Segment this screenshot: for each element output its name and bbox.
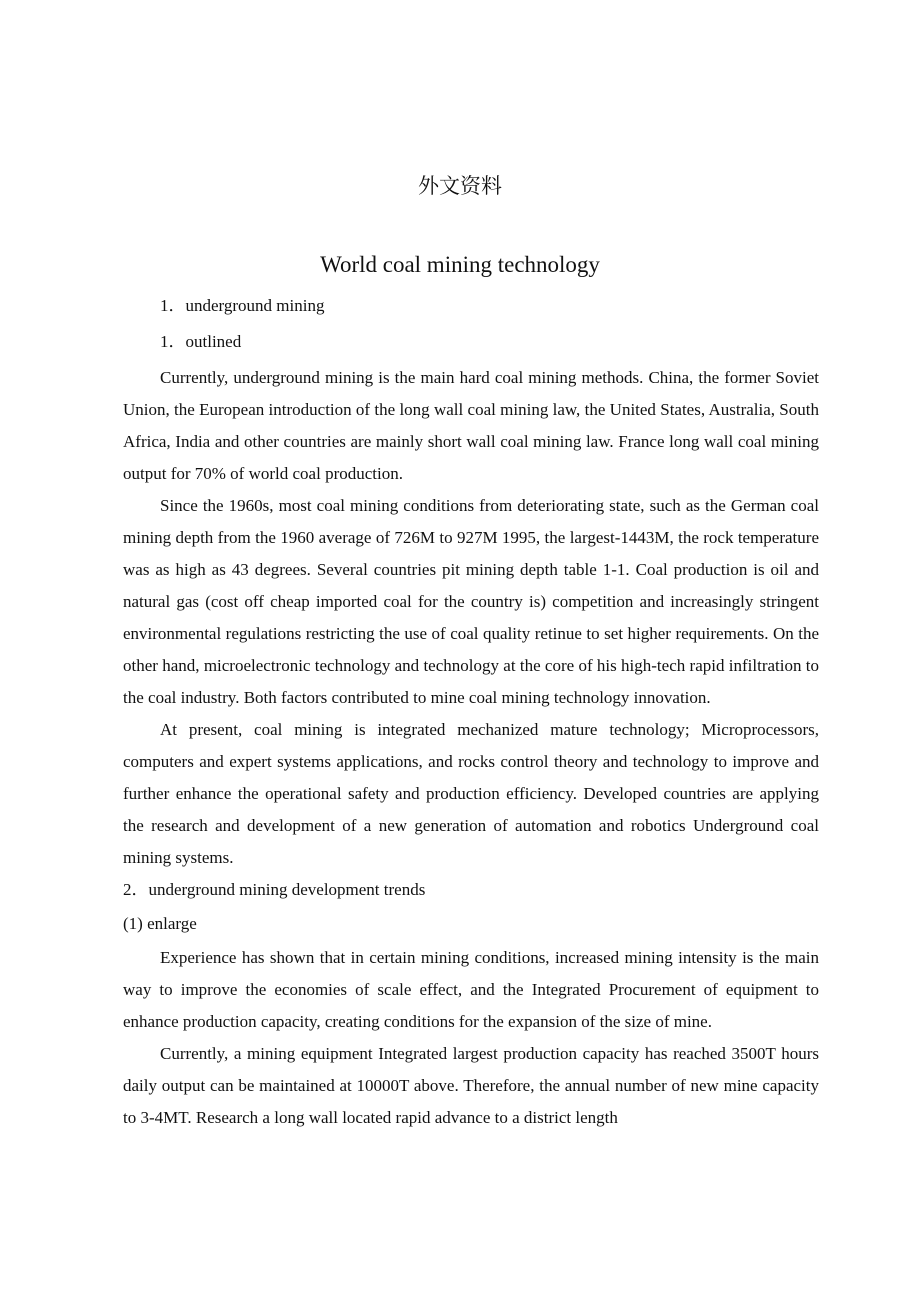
paragraph-2: Since the 1960s, most coal mining conditions from deteriorating state, such as the German coal mining depth from the 1960 average of 726M to 927M 1995, the largest-1443M, the rock temperature was as high as 43 degrees. Several countries pit mining depth table 1-1. Coal production is oil and natural gas (cost off cheap imported coal for the country is) competition and increasingly stringent environmental regulations restricting the use of coal quality retinue to set higher requirements. On the other hand, microelectronic technology and technology at the core of his high-tech rapid infiltration to the coal industry. Both factors contributed to mine coal mining technology innovation.	[123, 496, 819, 707]
chinese-title: 外文资料	[418, 174, 502, 198]
section-heading-1: 1．underground mining	[160, 296, 325, 315]
subsection-heading-outlined: 1．outlined	[160, 332, 242, 351]
paragraph-3: At present, coal mining is integrated mechanized mature technology; Microprocessors, computers and expert systems applications, and rocks control theory and technology to improve and further enhance the operational safety and production efficiency. Developed countries are applying the research and development of a new generation of automation and robotics Underground coal mining systems.	[123, 720, 819, 867]
paragraph-5: Currently, a mining equipment Integrated largest production capacity has reached 3500T hours daily output can be maintained at 10000T above. Therefore, the annual number of new mine capacity to 3-4MT. Research a long wall located rapid advance to a district length	[123, 1044, 819, 1127]
document-body	[123, 290, 819, 1134]
section-heading-2: 2．underground mining development trends	[123, 880, 426, 899]
english-title: World coal mining technology	[320, 252, 600, 277]
subsection-heading-enlarge: (1) enlarge	[123, 914, 197, 933]
paragraph-1: Currently, underground mining is the main hard coal mining methods. China, the former Soviet Union, the European introduction of the long wall coal mining law, the United States, Australia, South Africa, India and other countries are mainly short wall coal mining law. France long wall coal mining output for 70% of world coal production.	[123, 368, 819, 483]
paragraph-4: Experience has shown that in certain mining conditions, increased mining intensity is the main way to improve the economies of scale effect, and the Integrated Procurement of equipment to enhance production capacity, creating conditions for the expansion of the size of mine.	[123, 948, 819, 1031]
